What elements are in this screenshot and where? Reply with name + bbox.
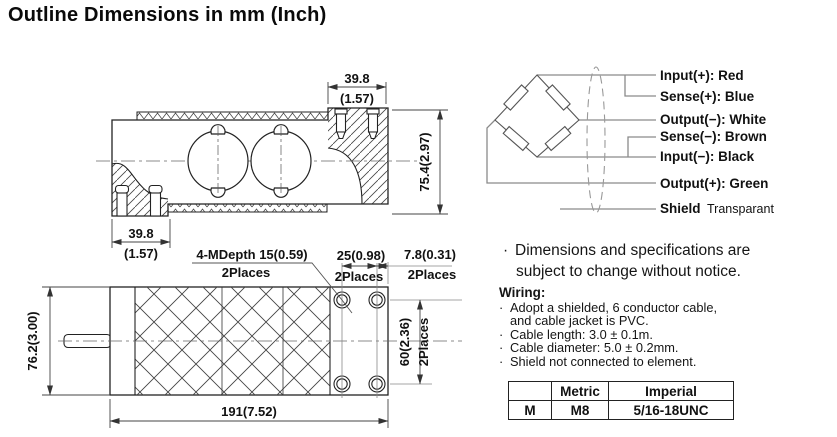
dim-edge-places: 2Places (407, 267, 457, 282)
wiring-diagram (487, 67, 774, 216)
dim-bottom-inch-label: (1.57) (124, 246, 158, 261)
dim-edge-label: 7.8(0.31) (403, 247, 457, 262)
header-metric: Metric (552, 382, 609, 401)
wire-label-shield: Shield (660, 201, 701, 216)
thread-callout-places: 2Places (221, 265, 271, 280)
cell-thread-m: M (509, 401, 552, 420)
strain-gauge (546, 85, 570, 110)
wiring-note: · Cable length: 3.0 ± 0.1m. (499, 326, 653, 342)
strain-gauge (545, 127, 571, 151)
dim-height-label: 75.4(2.97) (417, 132, 432, 192)
notice-block (503, 240, 823, 282)
bridge-circuit (495, 75, 579, 157)
dim-bottom-mm-label: 39.8 (128, 226, 154, 241)
dim-pitch-label: 25(0.98) (336, 248, 386, 263)
header-blank (509, 382, 552, 401)
cell-imperial-value: 5/16-18UNC (609, 401, 734, 420)
wire-label-sense-plus: Sense(+): Blue (660, 89, 755, 104)
table-header-row (509, 382, 734, 401)
wiring-note: and cable jacket is PVC. (510, 313, 649, 329)
dim-top-mm-label: 39.8 (344, 71, 370, 86)
wire-label-input-minus: Input(−): Black (660, 149, 755, 164)
wire-label-output-plus: Output(+): Green (660, 176, 769, 191)
notice-line-1: · Dimensions and specifications are (503, 242, 751, 259)
wiring-note: · Shield not connected to element. (499, 353, 697, 369)
header-imperial: Imperial (609, 382, 734, 401)
dim-pitch-places: 2Places (334, 269, 384, 284)
wiring-note: · Adopt a shielded, 6 conductor cable, (499, 300, 718, 315)
dim-hole-span-places: 2Places (416, 317, 431, 367)
wiring-note: · Cable diameter: 5.0 ± 0.2mm. (499, 340, 679, 356)
thread-callout-label: 4-MDepth 15(0.59) (196, 247, 308, 262)
wire-label-output-minus: Output(−): White (660, 112, 767, 127)
dim-length-label: 191(7.52) (221, 404, 277, 419)
wire-label-shield-type: Transparant (707, 202, 774, 216)
top-plate-strip (137, 112, 328, 120)
cable-shield-ellipse (587, 67, 605, 213)
page-title: Outline Dimensions in mm (Inch) (8, 4, 327, 26)
top-view-drawing (25, 247, 462, 428)
dim-top-inch-label: (1.57) (340, 91, 374, 106)
dim-width-label: 76.2(3.00) (25, 311, 40, 371)
dim-hole-span-label: 60(2.36) (397, 317, 412, 367)
side-view-drawing (96, 71, 448, 261)
wiring-notes-block (499, 285, 819, 368)
wire-label-input-plus: Input(+): Red (660, 68, 744, 83)
notice-line-2: subject to change without notice. (516, 263, 741, 280)
bottom-plate-strip (168, 204, 327, 212)
cell-metric-value: M8 (552, 401, 609, 420)
wire-label-sense-minus: Sense(−): Brown (660, 129, 767, 144)
table-row (509, 401, 734, 420)
bullet: · (503, 242, 509, 259)
thread-size-table (508, 381, 734, 420)
strain-gauge (503, 127, 529, 151)
strain-gauge (504, 85, 528, 110)
wiring-heading: Wiring: (499, 285, 546, 300)
